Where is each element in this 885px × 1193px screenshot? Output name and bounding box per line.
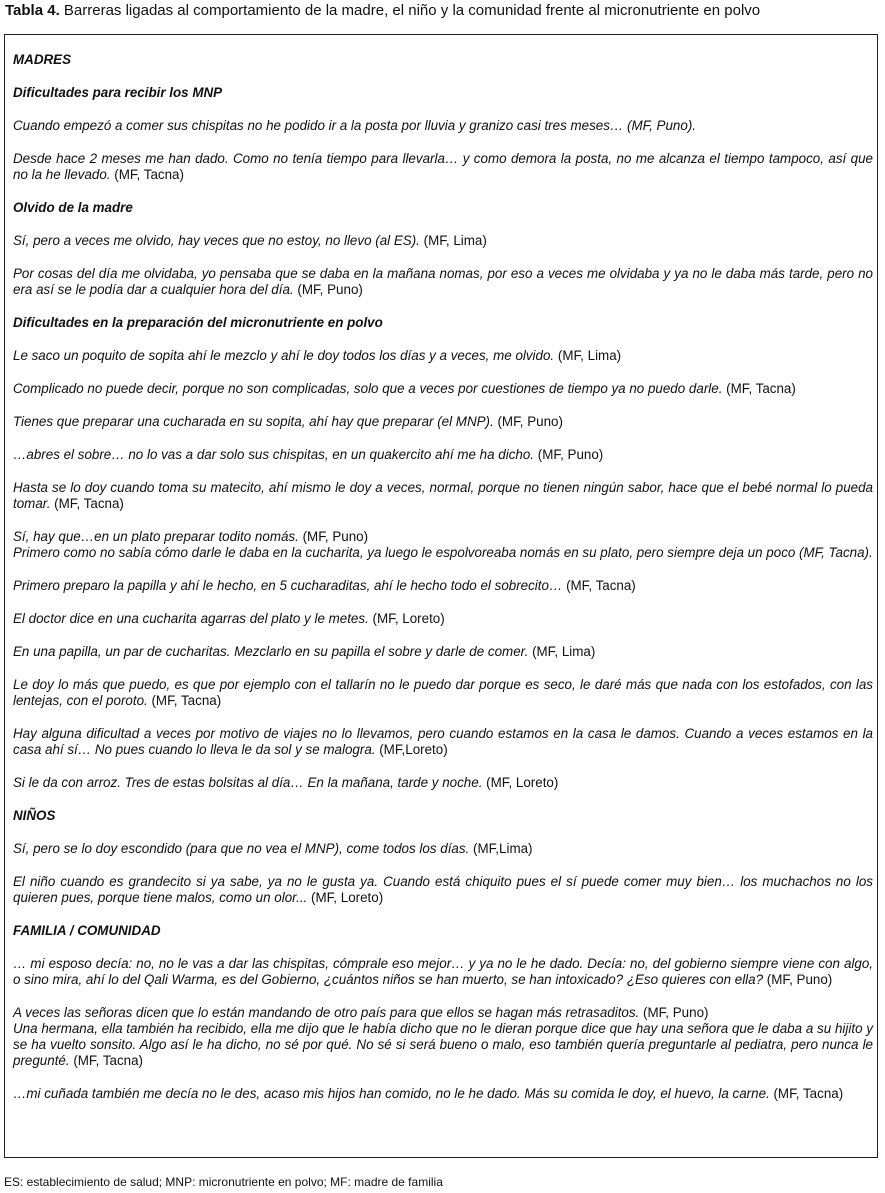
quote-source: (MF, Lima) <box>554 348 622 363</box>
quote-source: (MF,Loreto) <box>375 742 448 757</box>
quote-source: (MF, Puno) <box>298 529 369 544</box>
quote-paragraph <box>13 266 873 298</box>
quote-paragraph <box>13 578 873 594</box>
quote-paragraph <box>13 1021 873 1069</box>
quote-source: (MF, Puno) <box>763 972 833 987</box>
quote-source: (MF, Lima) <box>528 644 596 659</box>
quote-source: (MF, Loreto) <box>368 611 445 626</box>
section-heading: FAMILIA / COMUNIDAD <box>13 923 161 938</box>
quote-source: (MF, Tacna) <box>50 496 124 511</box>
quote-text: El niño cuando es grandecito si ya sabe, ya no le gusta ya. Cuando está chiquito pues el sí puede comer muy bien… los muchachos no los quieren pues, porque tiene malos, como un olor... <box>13 874 873 905</box>
quote-source: (MF, Puno) <box>534 447 604 462</box>
quote-text: El doctor dice en una cucharita agarras del plato y le metes. <box>13 611 369 626</box>
quote-text: Primero como no sabía cómo darle le daba en la cucharita, ya luego le espolvoreaba nomás en su plato, pero siempre deja un poco (MF, Tacna). <box>13 545 873 560</box>
quote-text: Sí, pero se lo doy escondido (para que no vea el MNP), come todos los días. <box>13 841 470 856</box>
quote-paragraph <box>13 118 873 134</box>
quote-paragraph <box>13 775 873 791</box>
quote-source: (MF, Tacna) <box>769 1086 844 1101</box>
quote-paragraph <box>13 726 873 758</box>
quote-source: (MF, Puno) <box>493 414 563 429</box>
quote-paragraph <box>13 480 873 512</box>
quote-paragraph <box>13 414 873 430</box>
section-heading: Olvido de la madre <box>13 200 133 215</box>
quote-text: …mi cuñada también me decía no le des, acaso mis hijos han comido, no le he dado. Más su comida le doy, el huevo, la carne. <box>13 1086 770 1101</box>
quote-source: (MF, Puno) <box>639 1005 709 1020</box>
quote-paragraph <box>13 841 873 857</box>
quote-paragraph <box>13 677 873 709</box>
quote-text: Sí, pero a veces me olvido, hay veces que no estoy, no llevo (al ES). <box>13 233 420 248</box>
quote-source: (MF, Tacna) <box>147 693 222 708</box>
quote-text: Hay alguna dificultad a veces por motivo de viajes no lo llevamos, pero cuando estamos en la casa le damos. Cuando a veces estamos en la casa ahí sí… No pues cuando lo lleva le da sol y se malogra. <box>13 726 873 757</box>
quote-text: Desde hace 2 meses me han dado. Como no tenía tiempo para llevarla… y como demora la posta, no me alcanza el tiempo tampoco, así que no la he llevado. <box>13 151 873 182</box>
quote-text: Una hermana, ella también ha recibido, ella me dijo que le había dicho que no le dieran porque dice que hay una señora que le daba a su hijito y se ha vuelto sonsito. Algo así le ha dicho, no sé por qué. No sé si será bueno o malo, eso también quería preguntarle al pediatra, pero nunca le pregunté. <box>13 1021 873 1068</box>
quote-text: A veces las señoras dicen que lo están mandando de otro país para que ellos se hagan más retrasaditos. <box>13 1005 640 1020</box>
section-heading: Dificultades en la preparación del micronutriente en polvo <box>13 315 383 330</box>
quote-paragraph <box>13 1005 873 1021</box>
quote-text: Cuando empezó a comer sus chispitas no he podido ir a la posta por lluvia y granizo casi tres meses… (MF, Puno). <box>13 118 697 133</box>
quote-text: Sí, hay que…en un plato preparar todito nomás. <box>13 529 299 544</box>
table-footnote: ES: establecimiento de salud; MNP: micronutriente en polvo; MF: madre de familia <box>4 1175 443 1189</box>
quote-text: …abres el sobre… no lo vas a dar solo sus chispitas, en un quakercito ahí me ha dicho. <box>13 447 535 462</box>
quote-source: (MF, Tacna) <box>69 1053 144 1068</box>
quote-source: (MF, Loreto) <box>307 890 384 905</box>
quote-text: Tienes que preparar una cucharada en su sopita, ahí hay que preparar (el MNP). <box>13 414 494 429</box>
quote-source: (MF, Tacna) <box>110 167 184 182</box>
quote-text: Le doy lo más que puedo, es que por ejemplo con el tallarín no le puedo dar porque es seco, le daré más que nada con los estofados, con las lentejas, con el poroto. <box>13 677 873 708</box>
quote-paragraph <box>13 381 873 397</box>
quote-paragraph <box>13 644 873 660</box>
quote-text: Primero preparo la papilla y ahí le hecho, en 5 cucharaditas, ahí le hecho todo el sobrecito… <box>13 578 563 593</box>
section-heading: MADRES <box>13 52 72 67</box>
quote-text: En una papilla, un par de cucharitas. Mezclarlo en su papilla el sobre y darle de comer. <box>13 644 529 659</box>
table-title: Barreras ligadas al comportamiento de la madre, el niño y la comunidad frente al micronutriente en polvo <box>59 2 761 19</box>
table-label: Tabla 4. <box>5 2 60 19</box>
quote-paragraph <box>13 348 873 364</box>
quote-text: … mi esposo decía: no, no le vas a dar las chispitas, cómprale eso mejor… y ya no le he dado. Decía: no, del gobierno siempre viene con algo, o sino mira, ahí lo del Qali Warma, es del Gobierno, ¿cuántos niños se han muerto, se han intoxicado? ¿Eso quieres con ella? <box>13 956 873 987</box>
quote-paragraph <box>13 611 873 627</box>
section-heading: Dificultades para recibir los MNP <box>13 85 223 100</box>
quote-paragraph <box>13 447 873 463</box>
table-body <box>13 52 873 1119</box>
quote-source: (MF, Lima) <box>419 233 487 248</box>
quote-text: Le saco un poquito de sopita ahí le mezclo y ahí le doy todos los días y a veces, me olvido. <box>13 348 555 363</box>
quote-text: Hasta se lo doy cuando toma su matecito, ahí mismo le doy a veces, normal, porque no tienen ningún sabor, hace que el bebé normal lo pueda tomar. <box>13 480 873 511</box>
quote-paragraph <box>13 529 873 545</box>
quote-paragraph <box>13 956 873 988</box>
quote-text: Por cosas del día me olvidaba, yo pensaba que se daba en la mañana nomas, por eso a veces me olvidaba y ya no le daba más tarde, pero no era así se le podía dar a cualquier hora del día. <box>13 266 873 297</box>
quote-source: (MF, Loreto) <box>482 775 559 790</box>
table-caption <box>5 2 883 20</box>
quote-source: (MF,Lima) <box>469 841 533 856</box>
quote-source: (MF, Tacna) <box>562 578 636 593</box>
quote-paragraph <box>13 151 873 183</box>
quote-paragraph <box>13 233 873 249</box>
quote-text: Complicado no puede decir, porque no son complicadas, solo que a veces por cuestiones de tiempo ya no puedo darle. <box>13 381 723 396</box>
quote-paragraph <box>13 545 873 561</box>
section-heading: NIÑOS <box>13 808 56 823</box>
quote-paragraph <box>13 1086 873 1102</box>
quote-paragraph <box>13 874 873 906</box>
quote-source: (MF, Puno) <box>293 282 363 297</box>
quote-text: Si le da con arroz. Tres de estas bolsitas al día… En la mañana, tarde y noche. <box>13 775 483 790</box>
quote-source: (MF, Tacna) <box>722 381 796 396</box>
